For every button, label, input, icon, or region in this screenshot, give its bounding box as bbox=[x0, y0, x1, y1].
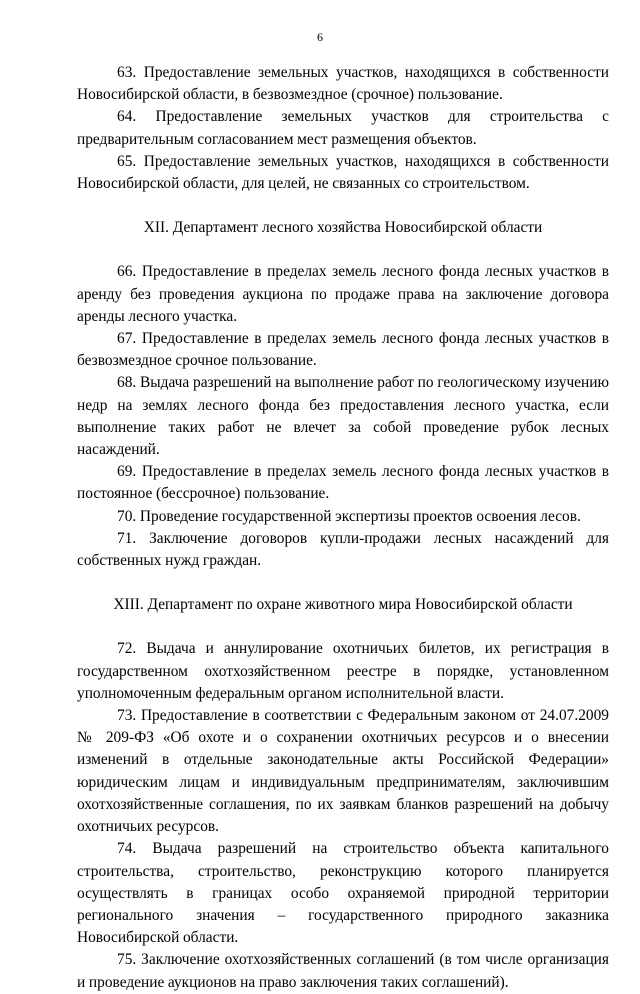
list-item: 72. Выдача и аннулирование охотничьих билетов, их регистрация в государственном охотхозяйственном реестре в порядке, установленном уполномоченным федеральным органом исполнительной власти. bbox=[77, 640, 609, 702]
list-item: 74. Выдача разрешений на строительство объекта капитального строительства, строительство, реконструкцию которого планируется осуществлять в границах особо охраняемой природной территории регионального значения – государственного природного заказника Новосибирской области. bbox=[77, 840, 609, 947]
list-item: 68. Выдача разрешений на выполнение работ по геологическому изучению недр на землях лесного фонда без предоставления лесного участка, если выполнение таких работ не влечет за собой проведение рубок лесных насаждений. bbox=[77, 374, 609, 459]
list-item: 70. Проведение государственной экспертизы проектов освоения лесов. bbox=[117, 507, 581, 525]
list-item: 75. Заключение охотхозяйственных соглашений (в том числе организация и проведение аукционов на право заключения таких соглашений). bbox=[77, 951, 609, 991]
list-item: 73. Предоставление в соответствии с Федеральным законом от 24.07.2009 № 209-ФЗ «Об охоте и о сохранении охотничьих ресурсов и о внесении изменений в отдельные законодательные акты Российской Федерации» юридическим лицам и индивидуальным предпринимателям, заключившим охотхозяйственные соглашения, по их заявкам бланков разрешений на добычу охотничьих ресурсов. bbox=[77, 707, 609, 836]
list-item: 67. Предоставление в пределах земель лесного фонда лесных участков в безвозмездное срочное пользование. bbox=[77, 330, 609, 370]
list-item: 64. Предоставление земельных участков для строительства с предварительным согласованием мест размещения объектов. bbox=[77, 108, 609, 148]
section-heading-xiii: XIII. Департамент по охране животного мира Новосибирской области bbox=[113, 596, 573, 614]
list-item: 69. Предоставление в пределах земель лесного фонда лесных участков в постоянное (бессрочное) пользование. bbox=[77, 463, 609, 503]
document-body bbox=[77, 62, 609, 994]
list-item: 71. Заключение договоров купли-продажи лесных насаждений для собственных нужд граждан. bbox=[77, 529, 609, 570]
section-heading-xii: XII. Департамент лесного хозяйства Новосибирской области bbox=[143, 219, 543, 237]
page-number: 6 bbox=[317, 30, 323, 44]
list-item: 66. Предоставление в пределах земель лесного фонда лесных участков в аренду без проведения аукциона по продаже права на заключение договора аренды лесного участка. bbox=[77, 263, 609, 325]
list-item: 63. Предоставление земельных участков, находящихся в собственности Новосибирской области, в безвозмездное (срочное) пользование. bbox=[77, 64, 609, 104]
list-item: 65. Предоставление земельных участков, находящихся в собственности Новосибирской области, для целей, не связанных со строительством. bbox=[77, 152, 609, 193]
